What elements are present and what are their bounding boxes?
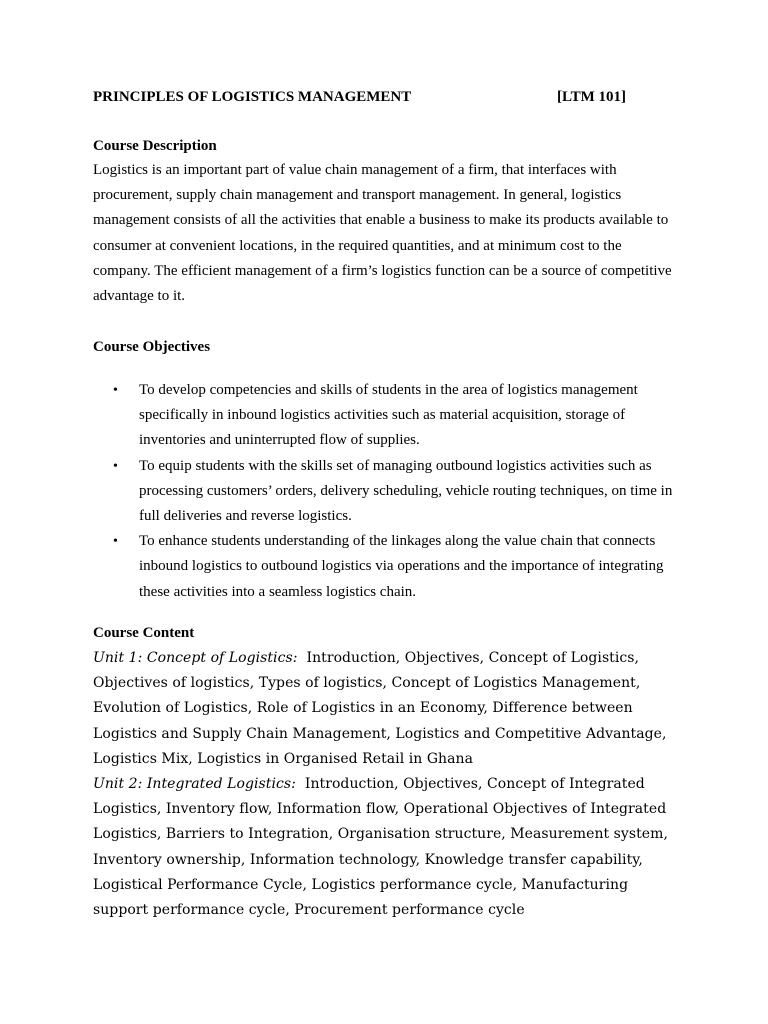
course-content-heading: Course Content xyxy=(93,625,195,641)
list-item xyxy=(93,378,679,454)
list-item xyxy=(93,529,679,605)
unit-1-title: Unit 1: Concept of Logistics: xyxy=(93,650,302,666)
objective-text: To equip students with the skills set of managing outbound logistics activities such as processing customers’ orders, delivery scheduling, vehicle routing techniques, on time in full deliveries and reverse logistics. xyxy=(139,457,673,525)
course-description-text: Logistics is an important part of value chain management of a firm, that interfaces with procurement, supply chain management and transport management. In general, logistics management consists of all the activities that enable a business to make its products available to consumer at convenient locations, in the required quantities, and at minimum cost to the company. The efficient management of a firm’s logistics function can be a source of competitive advantage to it. xyxy=(93,162,672,305)
bullet-icon: • xyxy=(113,534,118,550)
unit-2-title: Unit 2: Integrated Logistics: xyxy=(93,776,301,793)
unit-1-text: Introduction, Objectives, Concept of Logistics, Objectives of logistics, Types of logistics, Concept of Logistics Management, Evolution of Logistics, Role of Logistics in an Economy, Difference between Logistics and Supply Chain Management, Logistics and Competitive Advantage, Logistics Mix, Logistics in Organised Retail in Ghana xyxy=(93,650,667,767)
course-title-row xyxy=(93,86,693,108)
unit-2 xyxy=(93,772,683,923)
course-content-body xyxy=(93,646,683,923)
course-code: [LTM 101] xyxy=(557,89,627,105)
objective-text: To enhance students understanding of the linkages along the value chain that connects inbound logistics to outbound logistics via operations and the importance of integrating these activities into a seamless logistics chain. xyxy=(139,533,664,600)
unit-2-text: Introduction, Objectives, Concept of Integrated Logistics, Inventory flow, Information flow, Operational Objectives of Integrated Logistics, Barriers to Integration, Organisation structure, Measurement system, Inventory ownership, Information technology, Knowledge transfer capability, Logistical Performance Cycle, Logistics performance cycle, Manufacturing support performance cycle, Procurement performance cycle xyxy=(93,776,668,919)
list-item xyxy=(93,454,679,530)
unit-1 xyxy=(93,646,683,772)
bullet-icon: • xyxy=(113,458,118,474)
objectives-list xyxy=(93,378,693,605)
objective-text: To develop competencies and skills of students in the area of logistics management specifically in inbound logistics activities such as material acquisition, storage of inventories and uninterrupted flow of supplies. xyxy=(139,382,638,449)
course-title: PRINCIPLES OF LOGISTICS MANAGEMENT xyxy=(93,89,412,105)
course-description-heading: Course Description xyxy=(93,138,217,154)
course-objectives-heading: Course Objectives xyxy=(93,339,211,355)
bullet-icon: • xyxy=(113,383,118,398)
